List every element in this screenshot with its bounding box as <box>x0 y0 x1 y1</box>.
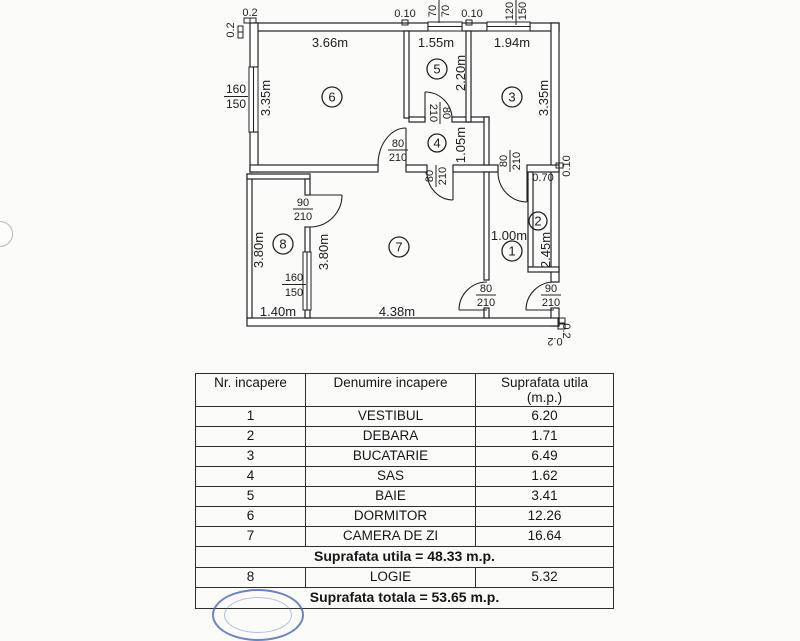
room-8-number: 8 <box>279 236 287 252</box>
table-row <box>196 487 614 507</box>
door-label-bucatarie <box>498 150 523 172</box>
cell-area: 6.49 <box>476 447 614 467</box>
room-1-width: 1.00m <box>490 228 528 243</box>
header-denumire: Denumire incapere <box>306 374 476 407</box>
cell-area: 5.32 <box>476 568 614 588</box>
table-row-logie <box>196 568 614 588</box>
cell-name: BAIE <box>306 487 476 507</box>
cell-nr: 7 <box>196 527 306 547</box>
window-label-bucatarie <box>504 0 529 25</box>
cell-nr: 1 <box>196 407 306 427</box>
room-6-width: 3.66m <box>311 35 349 50</box>
dim-top-left: 0.2 <box>242 7 258 19</box>
window-label-logie <box>282 272 306 299</box>
window-label-dormitor <box>224 82 248 111</box>
room-6-number: 6 <box>328 89 336 105</box>
room-6-height: 3.35m <box>258 79 273 117</box>
room-4-number: 4 <box>433 135 441 151</box>
cell-area: 12.26 <box>476 507 614 527</box>
room-8-width: 1.40m <box>259 304 297 319</box>
table-header-row <box>196 374 614 407</box>
table-row <box>196 527 614 547</box>
svg-text:80: 80 <box>498 154 510 168</box>
svg-text:150: 150 <box>225 97 247 111</box>
room-7-width: 4.38m <box>378 304 416 319</box>
cell-name: LOGIE <box>306 568 476 588</box>
svg-text:120: 120 <box>504 1 516 21</box>
room-4-height: 1.05m <box>453 126 468 164</box>
cell-area: 6.20 <box>476 407 614 427</box>
svg-text:210: 210 <box>427 103 439 123</box>
stamp-inner-ring <box>224 597 292 633</box>
svg-text:150: 150 <box>517 1 529 21</box>
cell-area: 1.71 <box>476 427 614 447</box>
room-2-width: 0.70 <box>532 172 554 184</box>
total-text: Suprafata totala = 53.65 m.p. <box>196 588 614 609</box>
table-row <box>196 507 614 527</box>
svg-text:210: 210 <box>437 166 449 186</box>
svg-text:90: 90 <box>544 283 558 295</box>
dim-post-right: 0.10 <box>461 8 483 20</box>
svg-text:80: 80 <box>479 283 493 295</box>
cell-name: DORMITOR <box>306 507 476 527</box>
cell-area: 1.62 <box>476 467 614 487</box>
table-row <box>196 427 614 447</box>
header-suprafata-line2: (m.p.) <box>526 389 563 405</box>
room-1-number: 1 <box>508 243 516 259</box>
door-label-entrance <box>541 283 561 309</box>
room-5-height: 2.20m <box>453 54 468 92</box>
svg-text:160: 160 <box>284 272 304 284</box>
svg-text:210: 210 <box>541 297 561 309</box>
subtotal-text: Suprafata utila = 48.33 m.p. <box>196 547 614 568</box>
cell-name: DEBARA <box>306 427 476 447</box>
room-5-number: 5 <box>433 61 441 77</box>
cell-nr: 4 <box>196 467 306 487</box>
cell-nr: 5 <box>196 487 306 507</box>
cell-area: 3.41 <box>476 487 614 507</box>
svg-text:210: 210 <box>476 297 496 309</box>
door-label-camera <box>476 283 496 309</box>
svg-text:90: 90 <box>296 197 310 209</box>
table-row <box>196 467 614 487</box>
dim-corner-h: 0.2 <box>547 335 563 347</box>
svg-text:80: 80 <box>440 106 452 120</box>
door-label-dormitor <box>388 138 408 164</box>
cell-nr: 3 <box>196 447 306 467</box>
area-table <box>195 373 614 609</box>
cell-nr: 2 <box>196 427 306 447</box>
room-3-width: 1.94m <box>493 35 531 50</box>
svg-text:160: 160 <box>225 82 247 96</box>
header-nr: Nr. incapere <box>196 374 306 407</box>
table-row <box>196 407 614 427</box>
dim-right: 0.10 <box>561 155 573 177</box>
svg-text:70: 70 <box>440 4 452 18</box>
dim-corner-v: 0.2 <box>560 323 572 339</box>
dim-left: 0.2 <box>225 22 237 38</box>
room-2-number: 2 <box>534 213 542 229</box>
cell-nr: 8 <box>196 568 306 588</box>
header-suprafata <box>476 374 614 407</box>
room-3-height: 3.35m <box>536 79 551 117</box>
svg-text:150: 150 <box>284 287 304 299</box>
room-7-height: 3.80m <box>316 233 331 271</box>
header-suprafata-line1: Suprafata utila <box>500 375 589 390</box>
cell-name: BUCATARIE <box>306 447 476 467</box>
room-8-height: 3.80m <box>251 231 266 269</box>
cell-name: SAS <box>306 467 476 487</box>
cell-name: CAMERA DE ZI <box>306 527 476 547</box>
cell-area: 16.64 <box>476 527 614 547</box>
cell-name: VESTIBUL <box>306 407 476 427</box>
svg-text:70: 70 <box>427 4 439 18</box>
table-row <box>196 447 614 467</box>
room-3-number: 3 <box>508 89 516 105</box>
svg-text:80: 80 <box>391 138 405 150</box>
room-7-number: 7 <box>395 239 403 255</box>
svg-text:80: 80 <box>424 169 436 183</box>
room-2-height: 2.45m <box>538 231 553 269</box>
svg-text:210: 210 <box>293 211 313 223</box>
door-label-sas <box>424 165 449 187</box>
dim-post-left: 0.10 <box>394 8 416 20</box>
svg-text:210: 210 <box>511 151 523 171</box>
door-label-logie <box>293 197 313 223</box>
svg-text:210: 210 <box>388 152 408 164</box>
cell-nr: 6 <box>196 507 306 527</box>
stamp-partial <box>212 589 304 641</box>
room-5-width: 1.55m <box>417 35 455 50</box>
subtotal-row <box>196 547 614 568</box>
door-symbols <box>310 89 554 310</box>
window-label-baie <box>427 0 452 23</box>
